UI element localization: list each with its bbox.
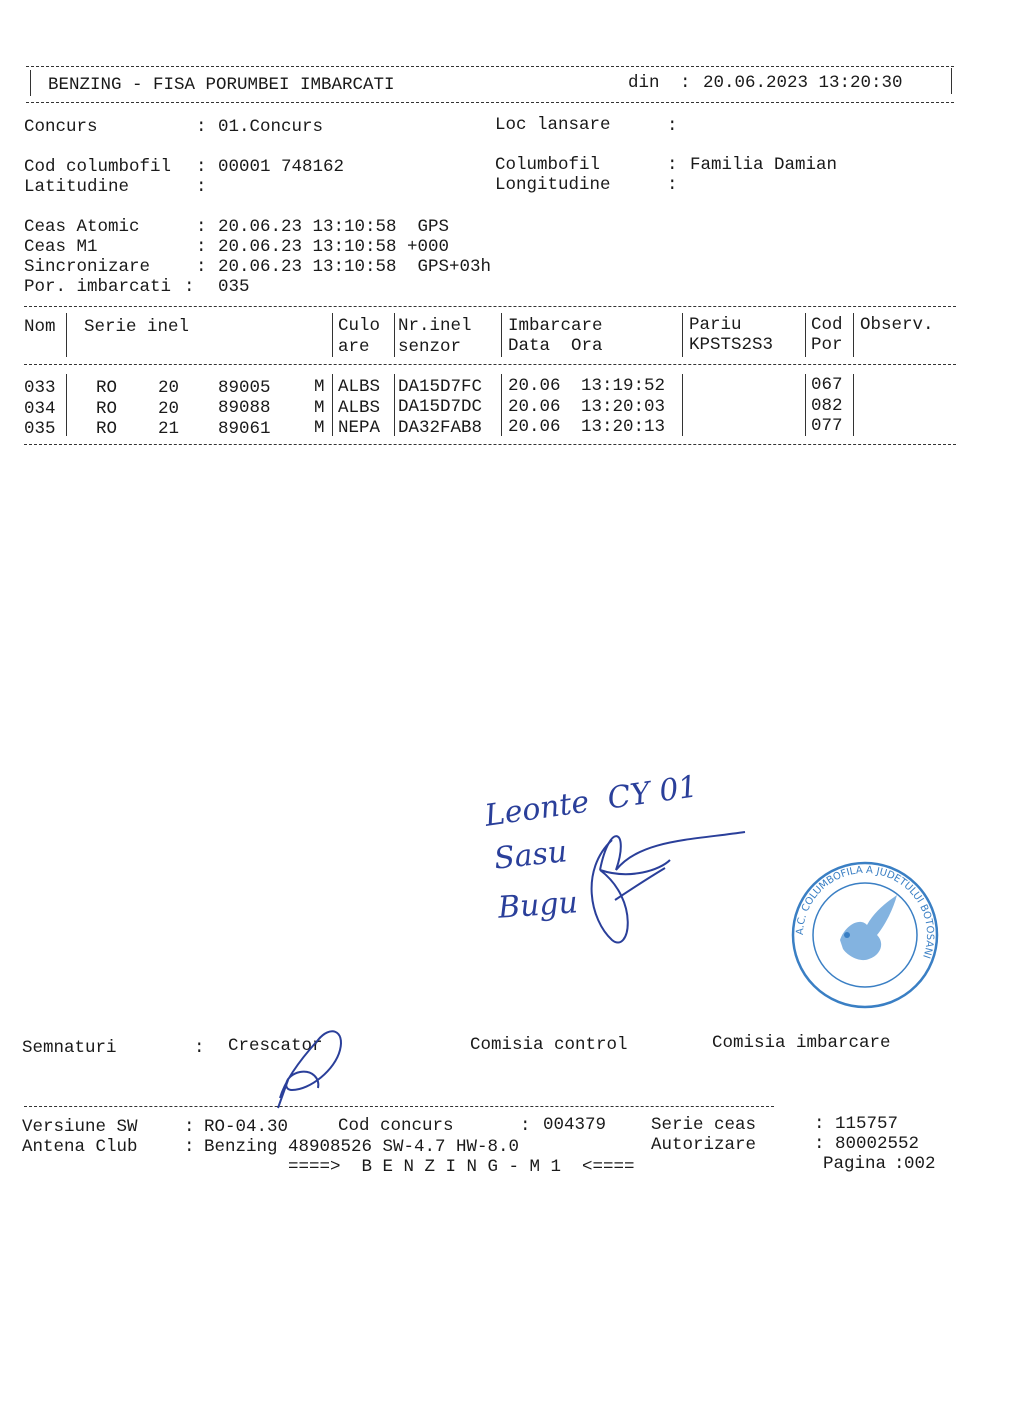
cell-country: RO — [96, 399, 118, 419]
footer-rule — [24, 1106, 774, 1107]
columbofil-value: Familia Damian — [690, 155, 838, 175]
cell-sensor: DA15D7DC — [398, 397, 483, 417]
cell-nom: 034 — [24, 399, 56, 419]
cod-columbofil-value: 00001 748162 — [218, 157, 345, 177]
date-value: 20.06.2023 13:20:30 — [703, 73, 903, 93]
latitudine-colon: : — [196, 177, 207, 197]
latitudine-label: Latitudine — [24, 177, 130, 197]
pagina-colon: : — [894, 1154, 905, 1174]
cod-concurs-value: 004379 — [543, 1115, 607, 1135]
th-nrinel-2: senzor — [398, 337, 462, 357]
cell-year: 21 — [158, 419, 180, 439]
cell-sensor: DA15D7FC — [398, 377, 483, 397]
comisia-control-label: Comisia control — [470, 1035, 628, 1055]
th-cod-1: Cod — [811, 315, 843, 335]
serie-ceas-colon: : — [814, 1114, 825, 1134]
cod-columbofil-label: Cod columbofil — [24, 157, 172, 177]
versiune-colon: : — [184, 1117, 195, 1137]
longitudine-label: Longitudine — [495, 175, 611, 195]
pagina-value: 002 — [904, 1154, 936, 1174]
th-nrinel-1: Nr.inel — [398, 316, 472, 336]
cell-color: ALBS — [338, 377, 381, 397]
th-imbarcare-2: Data Ora — [508, 336, 603, 356]
cell-ring: 89061 — [218, 419, 271, 439]
stamp-text: A.C. COLUMBOFILA A JUDETULUI BOTOSANI — [794, 864, 936, 960]
longitudine-colon: : — [667, 175, 678, 195]
th-culo-2: are — [338, 337, 370, 357]
th-pariu-2: KPSTS2S3 — [689, 335, 774, 355]
cell-cod: 077 — [811, 416, 843, 436]
cell-ring: 89005 — [218, 378, 271, 398]
th-observ: Observ. — [860, 315, 934, 335]
cod-columbofil-colon: : — [196, 157, 207, 177]
semnaturi-label: Semnaturi — [22, 1038, 117, 1058]
th-culo-1: Culo — [338, 316, 381, 336]
sincronizare-label: Sincronizare — [24, 257, 151, 277]
cell-year: 20 — [158, 378, 180, 398]
serie-ceas-value: 115757 — [835, 1114, 899, 1134]
handwriting-line-3: Bugu — [496, 885, 580, 926]
comisia-imbarcare-label: Comisia imbarcare — [712, 1033, 891, 1053]
autorizare-label: Autorizare — [651, 1135, 757, 1155]
crescator-label: Crescator — [228, 1036, 323, 1056]
pagina-label: Pagina — [823, 1154, 887, 1174]
cell-time: 13:19:52 — [581, 376, 666, 396]
cell-nom: 035 — [24, 419, 56, 439]
footer-banner: ====> B E N Z I N G - M 1 <==== — [288, 1157, 635, 1177]
ceas-m1-value: 20.06.23 13:10:58 +000 — [218, 237, 450, 257]
cell-color: NEPA — [338, 418, 381, 438]
cod-concurs-colon: : — [520, 1116, 531, 1136]
versiune-label: Versiune SW — [22, 1117, 138, 1137]
antena-label: Antena Club — [22, 1137, 138, 1157]
concurs-value: 01.Concurs — [218, 117, 324, 137]
columbofil-label: Columbofil — [495, 155, 601, 175]
cell-sex: M — [314, 377, 325, 397]
th-pariu-1: Pariu — [689, 315, 742, 335]
cell-date: 20.06 — [508, 376, 561, 396]
cell-sex: M — [314, 398, 325, 418]
cell-cod: 067 — [811, 375, 843, 395]
cell-color: ALBS — [338, 398, 381, 418]
ceas-atomic-label: Ceas Atomic — [24, 217, 140, 237]
ceas-atomic-colon: : — [196, 217, 207, 237]
cell-nom: 033 — [24, 378, 56, 398]
sincronizare-colon: : — [196, 257, 207, 277]
th-nom: Nom — [24, 317, 56, 337]
cell-time: 13:20:13 — [581, 417, 666, 437]
cell-date: 20.06 — [508, 417, 561, 437]
semnaturi-colon: : — [194, 1038, 205, 1058]
ceas-m1-colon: : — [196, 237, 207, 257]
date-colon: : — [680, 73, 691, 93]
date-label: din — [628, 73, 660, 93]
cell-sensor: DA32FAB8 — [398, 418, 483, 438]
cell-country: RO — [96, 419, 118, 439]
loc-lansare-colon: : — [667, 116, 678, 136]
ceas-m1-label: Ceas M1 — [24, 237, 98, 257]
cell-cod: 082 — [811, 396, 843, 416]
antena-colon: : — [184, 1137, 195, 1157]
cell-year: 20 — [158, 399, 180, 419]
autorizare-value: 80002552 — [835, 1134, 920, 1154]
concurs-colon: : — [196, 117, 207, 137]
por-imbarcati-colon: : — [184, 277, 195, 297]
cell-time: 13:20:03 — [581, 397, 666, 417]
serie-ceas-label: Serie ceas — [651, 1115, 757, 1135]
handwriting-line-2: Sasu — [492, 834, 569, 877]
loc-lansare-label: Loc lansare — [495, 115, 611, 135]
columbofil-colon: : — [667, 155, 678, 175]
cell-ring: 89088 — [218, 398, 271, 418]
ceas-atomic-value: 20.06.23 13:10:58 GPS — [218, 217, 450, 237]
antena-value: Benzing 48908526 SW-4.7 HW-8.0 — [204, 1137, 520, 1157]
cell-sex: M — [314, 418, 325, 438]
th-cod-2: Por — [811, 335, 843, 355]
sincronizare-value: 20.06.23 13:10:58 GPS+03h — [218, 257, 492, 277]
por-imbarcati-label: Por. imbarcati — [24, 277, 172, 297]
cell-country: RO — [96, 378, 118, 398]
cell-date: 20.06 — [508, 397, 561, 417]
handwriting-line-1: Leonte CY 01 — [482, 769, 700, 834]
autorizare-colon: : — [814, 1134, 825, 1154]
cod-concurs-label: Cod concurs — [338, 1116, 454, 1136]
th-serie: Serie inel — [84, 317, 190, 337]
versiune-value: RO-04.30 — [204, 1117, 289, 1137]
th-imbarcare-1: Imbarcare — [508, 316, 603, 336]
concurs-label: Concurs — [24, 117, 98, 137]
por-imbarcati-value: 035 — [218, 277, 250, 297]
page-title: BENZING - FISA PORUMBEI IMBARCATI — [48, 75, 395, 95]
